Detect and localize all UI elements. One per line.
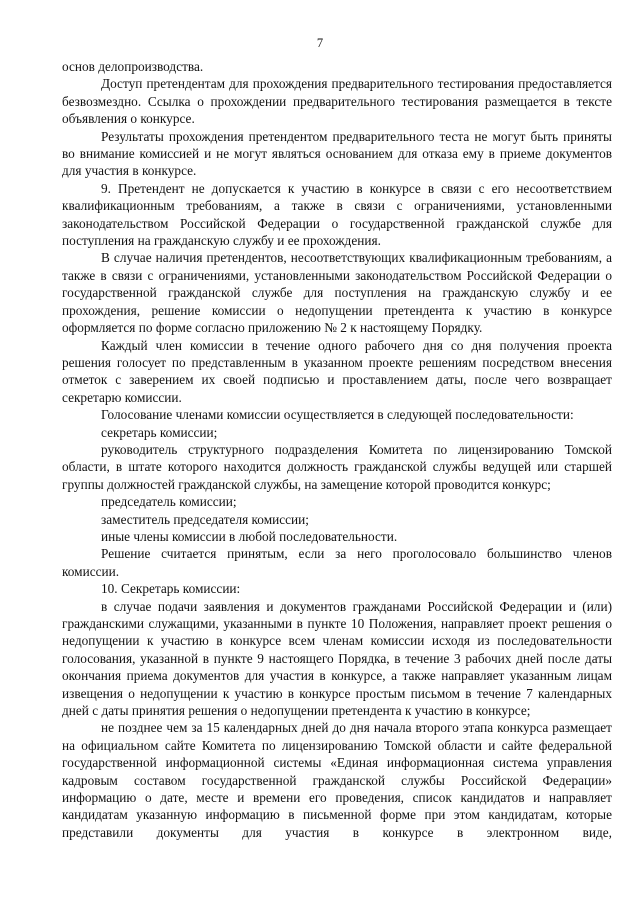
paragraph: не позднее чем за 15 календарных дней до дня начала второго этапа конкурса размещает на официальном сайте Комитета по лицензированию Томской области и сайте федеральной государственной информационной системы «Единая информационная система управления кадровым составом государственной гражданской службы Российской Федерации» информацию о дате, месте и времени его проведения, список кандидатов и направляет кандидатам указанную информацию в письменной форме при этом кандидатам, которые представили документы для участия в конкурсе в электронном виде, [62,720,612,840]
paragraph: Каждый член комиссии в течение одного рабочего дня со дня получения проекта решения голосует по представленным в указанном проекте решениям посредством внесения отметок с заверением их своей подписью и проставлением даты, после чего возвращает секретарю комиссии. [62,337,612,405]
paragraph: В случае наличия претендентов, несоответствующих квалификационным требованиям, а также в связи с ограничениями, установленными законодательством Российской Федерации о государственной гражданской службе для поступления на гражданскую службу и ее прохождения, решение комиссии о недопущении претендента к участию в конкурсе оформляется по форме согласно приложению № 2 к настоящему Порядку. [62,250,612,336]
paragraph: Результаты прохождения претендентом предварительного теста не могут быть приняты во внимание комиссией и не могут являться основанием для отказа ему в приеме документов для участия в конкурсе. [62,128,612,179]
paragraph: иные члены комиссии в любой последовательности. [101,528,398,544]
paragraph: Решение считается принятым, если за него проголосовало большинство членов комиссии. [62,546,612,579]
page-number: 7 [316,36,324,50]
paragraph: 9. Претендент не допускается к участию в конкурсе в связи с его несоответствием квалификационным требованиям, а также в связи с ограничениями, установленными законодательством Российской Федерации о государственной гражданской службе для поступления на гражданскую службу и ее прохождения. [62,180,612,249]
paragraph: руководитель структурного подразделения Комитета по лицензированию Томской области, в штате которого находится должность гражданской службы ведущей или старшей группы должностей гражданской службы, на замещение которой проводится конкурс; [62,441,612,492]
paragraph: основ делопроизводства. [62,59,204,74]
paragraph: Доступ претендентам для прохождения предварительного тестирования предоставляется безвозмездно. Ссылка о прохождении предварительного тестирования размещается в тексте объявления о конкурсе. [62,76,612,127]
paragraph: Голосование членами комиссии осуществляется в следующей последовательности: [101,407,574,423]
paragraph: в случае подачи заявления и документов гражданами Российской Федерации и (или) гражданскими служащими, указанными в пункте 10 Положения, направляет проект решения о недопущении к участию в конкурсе всем членам комиссии исходя из последовательности голосования, указанной в пункте 9 настоящего Порядка, в течение 3 рабочих дней после даты окончания приема документов для участия в конкурсе, а также направляет указанным лицам извещения о недопущении к участию в конкурсе простым письмом в течение 7 календарных дней с даты принятия решения о недопущении претендента к участию в конкурсе; [62,598,612,719]
document-body [62,58,612,841]
paragraph: 10. Секретарь комиссии: [101,581,241,597]
paragraph: заместитель председателя комиссии; [101,511,309,527]
paragraph: секретарь комиссии; [101,424,218,440]
paragraph: председатель комиссии; [101,494,237,510]
